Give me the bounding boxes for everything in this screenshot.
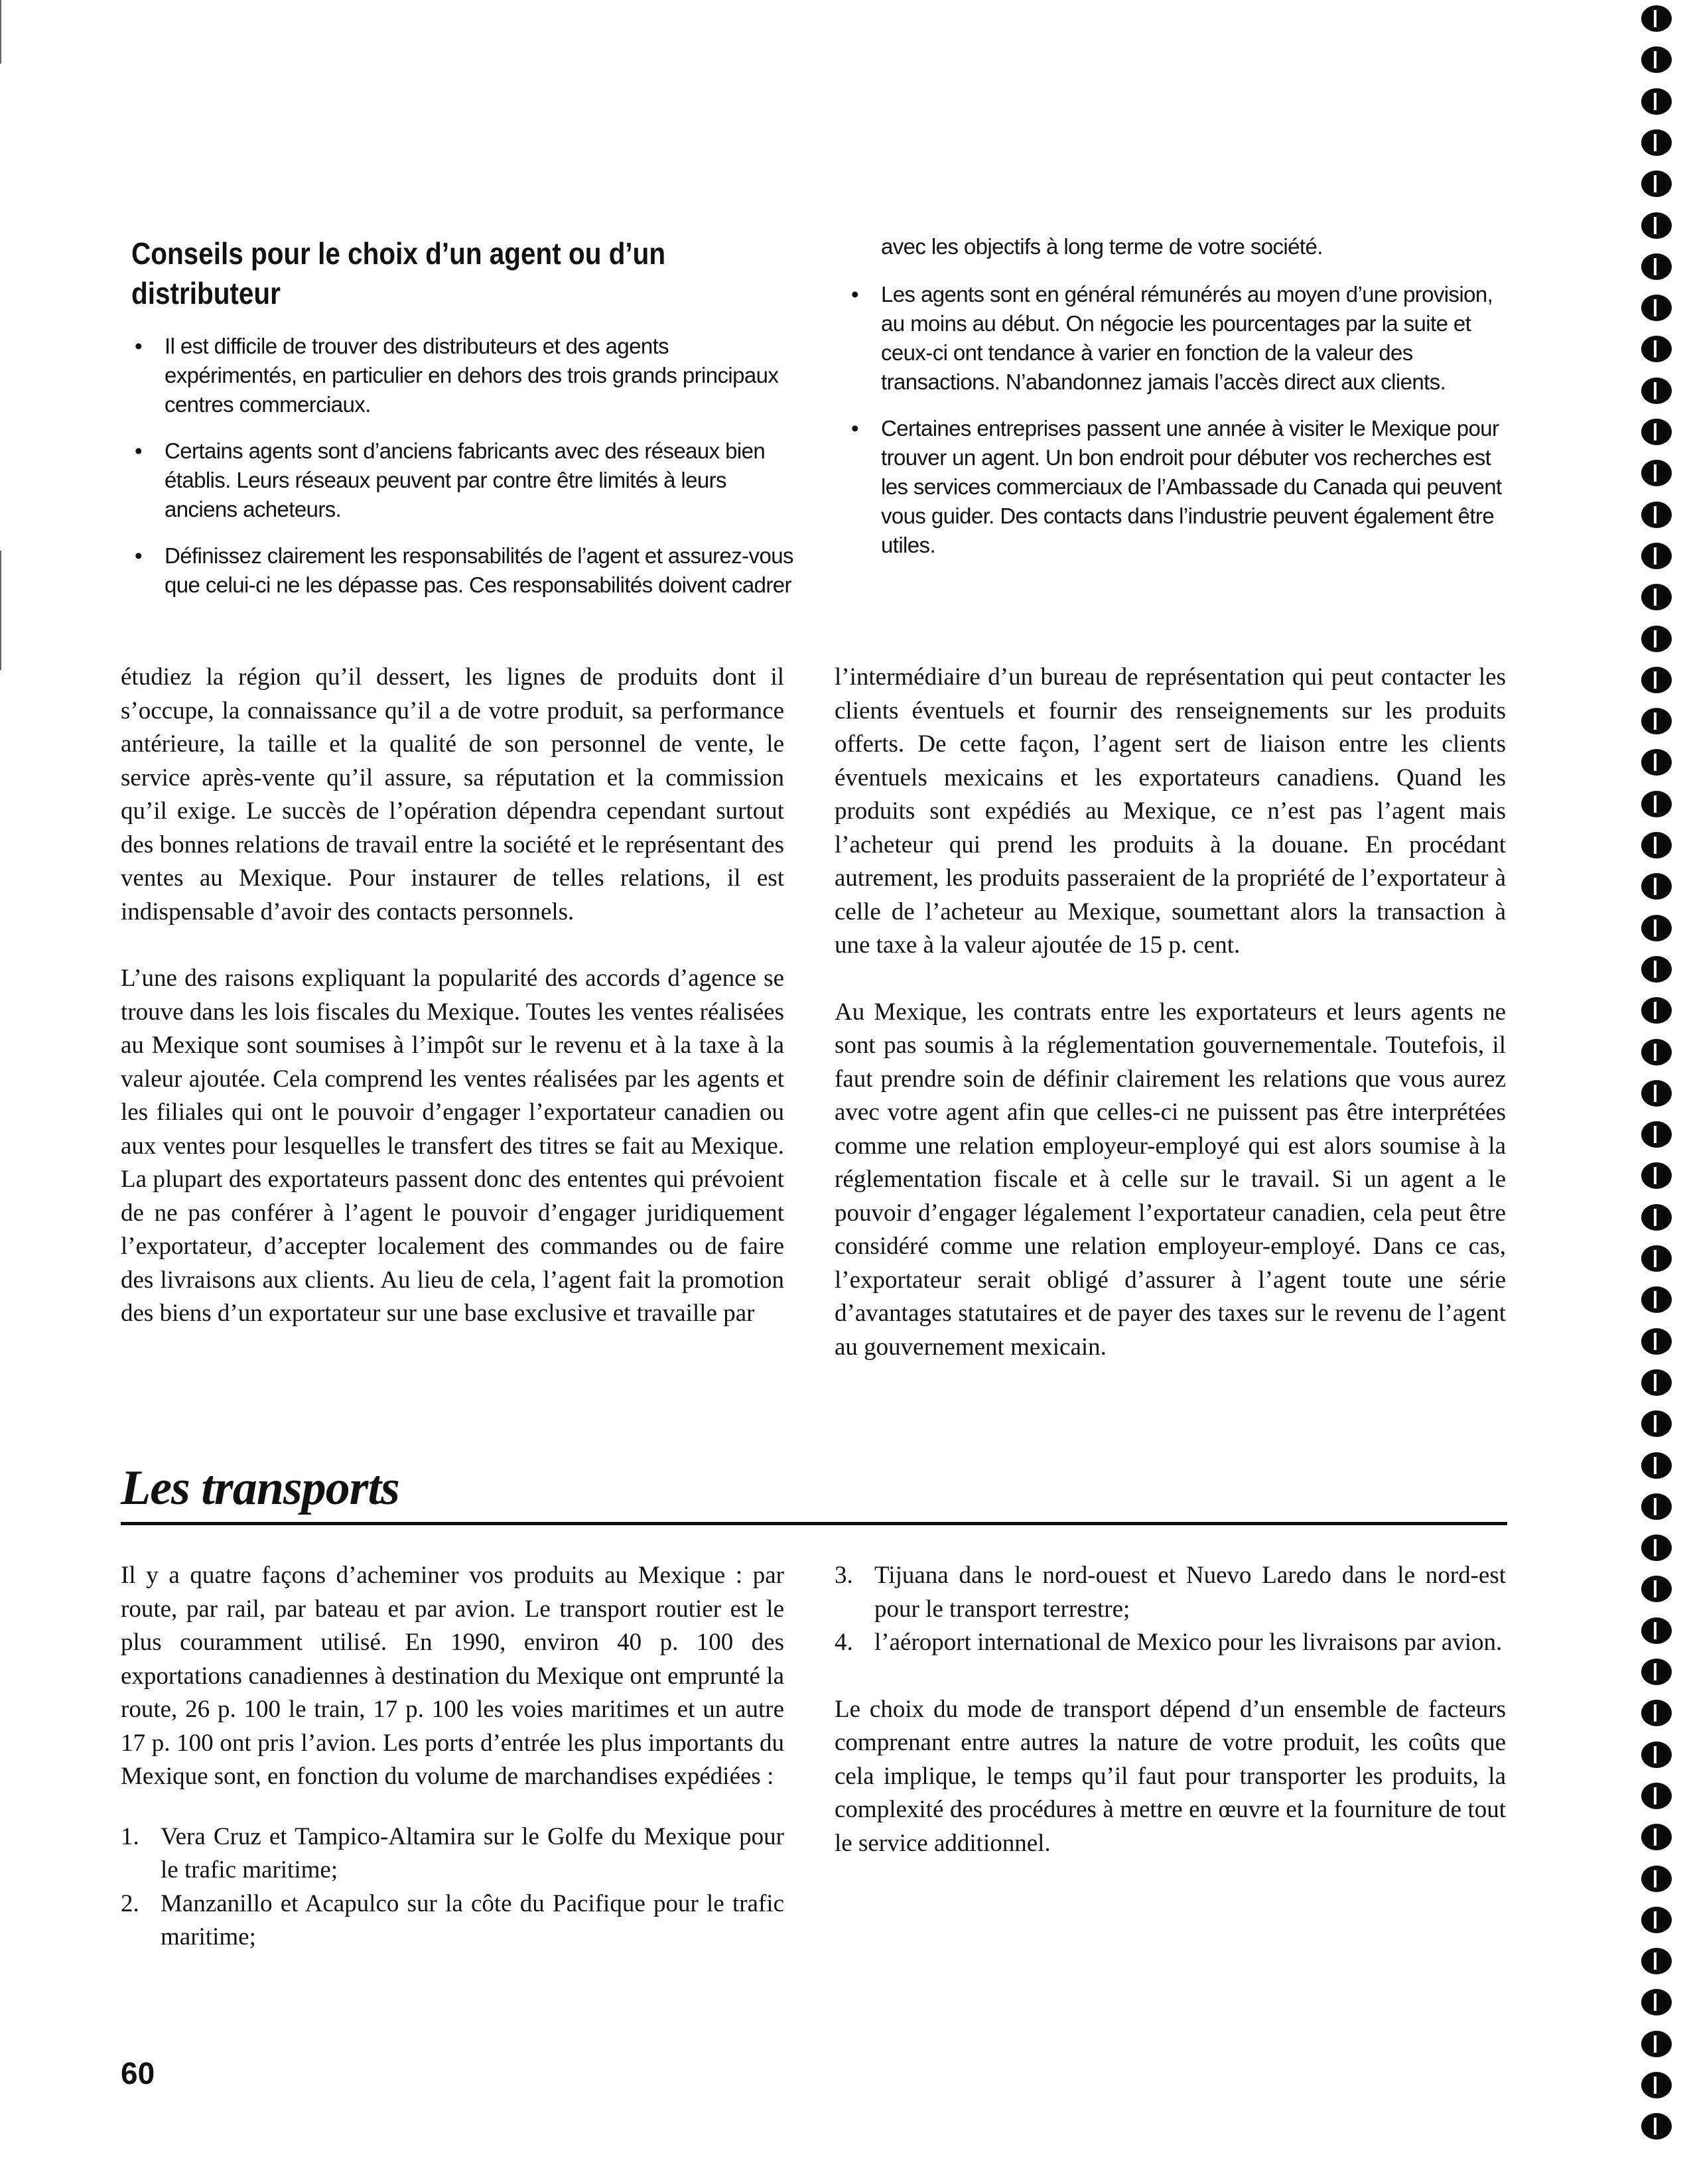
tip-item: • Les agents sont en général rémunérés au moyen d’une provision, au moins au début. On négocie les pourcentages par la suite et ceux-ci ont tendance à varier en fonction de la valeur des transactions. N’abandonnez jamais l’accès direct aux clients. (848, 280, 1511, 397)
binding-hole (1641, 543, 1672, 569)
binding-hole (1641, 1328, 1672, 1355)
port-item (835, 1559, 1506, 1626)
binding-hole (1641, 1989, 1672, 2015)
paragraph: étudiez la région qu’il dessert, les lignes de produits dont il s’occupe, la connaissance qu’il a de votre produit, sa performance antérieure, la taille et la qualité de son personnel de vente, le service après-vente qu’il assure, sa réputation et la commission qu’il exige. Le succès de l’opération dépendra cependant surtout des bonnes relations de travail entre la société et le représentant des ventes au Mexique. Pour instaurer de telles relations, il est indispensable d’avoir des contacts personnels. (121, 663, 784, 925)
ports-list-continued (835, 1559, 1506, 1660)
binding-hole (1641, 1617, 1672, 1644)
binding-hole (1641, 749, 1672, 776)
binding-hole (1641, 1576, 1672, 1602)
binding-hole (1641, 171, 1672, 197)
binding-hole (1641, 2113, 1672, 2140)
binding-hole (1641, 1410, 1672, 1437)
port-text: Tijuana dans le nord-ouest et Nuevo Laredo dans le nord-est pour le transport terrestre; (874, 1562, 1506, 1623)
transport-column-left (121, 1559, 784, 1954)
binding-hole (1641, 295, 1672, 321)
port-item (121, 1820, 784, 1887)
binding-hole (1641, 626, 1672, 652)
binding-hole (1641, 1121, 1672, 1148)
tip-continuation: avec les objectifs à long terme de votre société. (881, 234, 1323, 259)
list-number: 1. (121, 1822, 139, 1850)
binding-hole (1641, 1245, 1672, 1272)
page-number: 60 (121, 2056, 155, 2090)
binding-hole (1641, 1039, 1672, 1065)
binding-hole (1641, 956, 1672, 983)
scan-edge-mark (0, 0, 1, 64)
binding-hole (1641, 1493, 1672, 1520)
paragraph: Au Mexique, les contrats entre les exportateurs et leurs agents ne sont pas soumis à la réglementation gouvernementale. Toutefois, il faut prendre soin de définir clairement les relations que vous aurez avec votre agent afin que celles-ci ne puissent pas être interprétées comme une relation employeur-employé qui est alors soumise à la réglementation fiscale et à celle sur le travail. Si un agent a le pouvoir d’engager légalement l’exportateur canadien, cela peut être considéré comme une relation employeur-employé. Dans ce cas, l’exportateur serait obligé d’assurer à l’agent toute une série d’avantages statutaires et de payer des taxes sur le revenu de l’agent au gouvernement mexicain. (835, 998, 1506, 1361)
binding-hole (1641, 1659, 1672, 1685)
binding-hole (1641, 5, 1672, 32)
paragraph: L’une des raisons expliquant la popularité des accords d’agence se trouve dans les lois fiscales du Mexique. Toutes les ventes réalisées au Mexique sont soumises à l’impôt sur le revenu et à la taxe à la valeur ajoutée. Cela comprend les ventes réalisées par les agents et les filiales qui ont le pouvoir d’engager l’exportateur canadien ou aux ventes pour lesquelles le transfert des titres se fait au Mexique. La plupart des exportateurs passent donc des ententes qui prévoient de ne pas conférer à l’agent le pouvoir d’engager juridiquement l’exportateur, d’accepter localement des commandes ou de faire des livraisons aux clients. Au lieu de cela, l’agent fait la promotion des biens d’un exportateur sur une base exclusive et travaille par (121, 965, 784, 1327)
tips-left-column (131, 234, 795, 617)
binding-hole (1641, 873, 1672, 900)
binding-hole (1641, 1700, 1672, 1726)
binding-hole (1641, 1204, 1672, 1231)
binding-hole (1641, 1741, 1672, 1768)
tips-left-list (131, 332, 795, 600)
tips-right-list (848, 280, 1511, 560)
tip-item: • Définissez clairement les responsabilités de l’agent et assurez-vous que celui-ci ne les dépasse pas. Ces responsabilités doivent cadrer (131, 541, 795, 600)
list-number: 2. (121, 1889, 139, 1917)
paragraph: Il y a quatre façons d’acheminer vos produits au Mexique : par route, par rail, par bateau et par avion. Le transport routier est le plus couramment utilisé. En 1990, environ 40 p. 100 des exportations canadiennes à destination du Mexique ont emprunté la route, 26 p. 100 le train, 17 p. 100 les voies maritimes et un autre 17 p. 100 ont pris l’avion. Les ports d’entrée les plus importants du Mexique sont, en fonction du volume de marchandises expédiées : (121, 1562, 784, 1790)
paragraph: l’intermédiaire d’un bureau de représentation qui peut contacter les clients éventuels et fournir des renseignements sur les produits offerts. De cette façon, l’agent sert de liaison entre les clients éventuels mexicains et les exportateurs canadiens. Quand les produits sont expédiés au Mexique, ce n’est pas l’agent mais l’acheteur qui prend les produits à la douane. En procédant autrement, les produits passeraient de la propriété de l’exportateur à celle de l’acheteur au Mexique, soumettant alors la transaction à une taxe à la valeur ajoutée de 15 p. cent. (835, 663, 1506, 959)
binding-hole (1641, 1080, 1672, 1107)
binding-hole (1641, 1783, 1672, 1809)
binding-hole (1641, 1162, 1672, 1189)
binding-hole (1641, 377, 1672, 404)
binding-hole (1641, 212, 1672, 239)
list-number: 3. (835, 1562, 853, 1589)
binding-hole (1641, 708, 1672, 734)
tip-item: • Certains agents sont d’anciens fabricants avec des réseaux bien établis. Leurs réseaux peuvent par contre être limités à leurs anciens acheteurs. (131, 437, 795, 524)
binding-hole (1641, 1369, 1672, 1396)
binding-hole (1641, 336, 1672, 362)
binding-holes (1637, 0, 1689, 2184)
ports-list (121, 1820, 784, 1954)
binding-hole (1641, 2031, 1672, 2057)
body-column-left (121, 661, 784, 1364)
binding-hole (1641, 460, 1672, 486)
binding-hole (1641, 46, 1672, 73)
binding-hole (1641, 1824, 1672, 1850)
tip-item: • Certaines entreprises passent une année à visiter le Mexique pour trouver un agent. Un bon endroit pour débuter vos recherches est les services commerciaux de l’Ambassade du Canada qui peuvent vous guider. Des contacts dans l’industrie peuvent également être utiles. (848, 414, 1511, 560)
list-number: 4. (835, 1629, 853, 1656)
binding-hole (1641, 997, 1672, 1024)
binding-hole (1641, 584, 1672, 610)
section-divider (121, 1522, 1507, 1525)
port-item (835, 1626, 1506, 1660)
tips-title: Conseils pour le choix d’un agent ou d’un distributeur (131, 236, 666, 310)
binding-hole (1641, 502, 1672, 528)
binding-hole (1641, 667, 1672, 693)
binding-hole (1641, 1286, 1672, 1313)
paragraph: Le choix du mode de transport dépend d’un ensemble de facteurs comprenant entre autres la nature de votre produit, les coûts que cela implique, le temps qu’il faut pour transporter les produits, la complexité des procédures à mettre en œuvre et la fourniture de tout le service additionnel. (835, 1695, 1506, 1857)
section-title: Les transports (121, 1461, 399, 1515)
port-item (121, 1887, 784, 1954)
binding-hole (1641, 832, 1672, 858)
tips-box (131, 234, 1511, 625)
binding-hole (1641, 419, 1672, 445)
port-text: Vera Cruz et Tampico-Altamira sur le Golfe du Mexique pour le trafic maritime; (161, 1822, 784, 1883)
binding-hole (1641, 2072, 1672, 2098)
binding-hole (1641, 88, 1672, 115)
port-text: Manzanillo et Acapulco sur la côte du Pacifique pour le trafic maritime; (161, 1889, 784, 1950)
binding-hole (1641, 1948, 1672, 1974)
binding-hole (1641, 1452, 1672, 1479)
scan-edge-mark (0, 551, 1, 670)
binding-hole (1641, 253, 1672, 280)
tips-right-column (848, 234, 1511, 577)
tip-item: • Il est difficile de trouver des distributeurs et des agents expérimentés, en particulier en dehors des trois grands principaux centres commerciaux. (131, 332, 795, 419)
body-column-right (835, 661, 1506, 1397)
binding-hole (1641, 1866, 1672, 1892)
port-text: l’aéroport international de Mexico pour les livraisons par avion. (874, 1629, 1503, 1656)
binding-hole (1641, 791, 1672, 817)
binding-hole (1641, 1535, 1672, 1561)
binding-hole (1641, 915, 1672, 941)
binding-hole (1641, 1907, 1672, 1933)
transport-column-right (835, 1559, 1506, 1893)
binding-hole (1641, 129, 1672, 156)
